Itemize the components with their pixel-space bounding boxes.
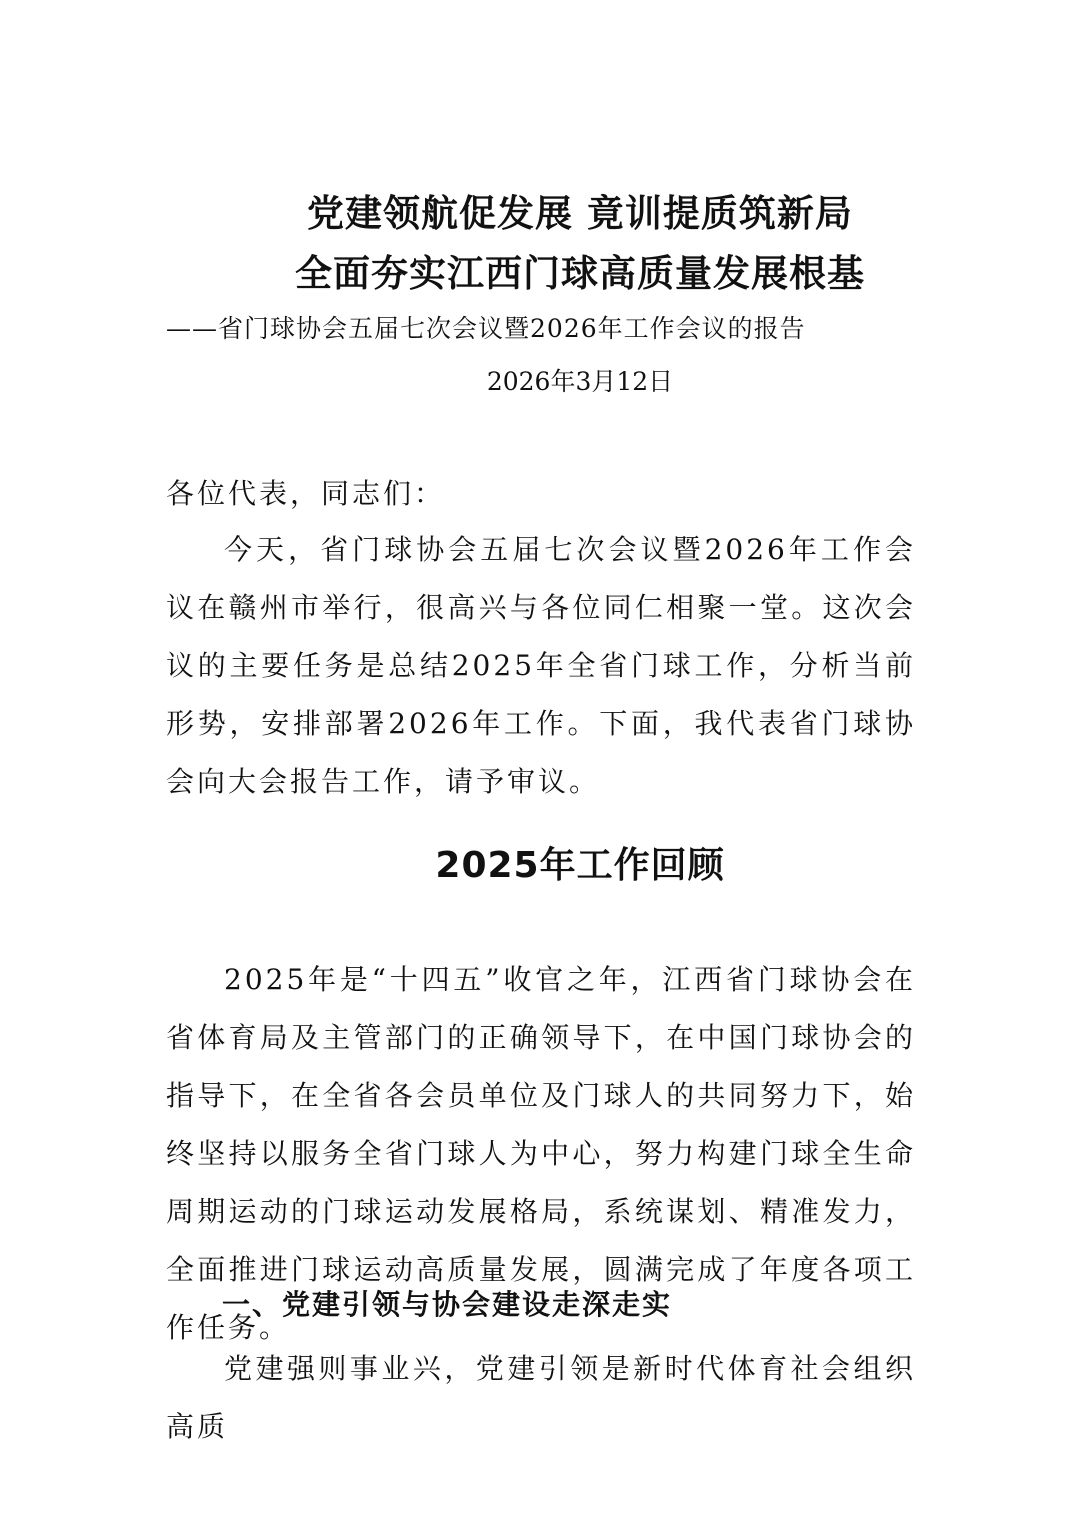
document-date: 2026年3月12日 [486, 367, 674, 396]
document-title-line-1: 党建领航促发展 竟训提质筑新局 [307, 192, 853, 235]
document-title-line-2: 全面夯实江西门球高质量发展根基 [295, 252, 865, 295]
review-paragraph: 2025年是“十四五”收官之年，江西省门球协会在省体育局及主管部门的正确领导下，在中国门球协会的指导下，在全省各会员单位及门球人的共同努力下，始终坚持以服务全省门球人为中心，努力构建门球全生命周期运动的门球运动发展格局，系统谋划、精准发力，全面推进门球运动高质量发展，圆满完成了年度各项工作任务。 [166, 963, 916, 1344]
intro-paragraph: 今天，省门球协会五届七次会议暨2026年工作会议在赣州市举行，很高兴与各位同仁相聚一堂。这次会议的主要任务是总结2025年全省门球工作，分析当前形势，安排部署2026年工作。下面，我代表省门球协会向大会报告工作，请予审议。 [166, 533, 916, 798]
subheading-party-building: 一、党建引领与协会建设走深走实 [222, 1288, 673, 1321]
salutation: 各位代表，同志们： [166, 477, 446, 510]
document-subtitle: ——省门球协会五届七次会议暨2026年工作会议的报告 [166, 314, 806, 343]
section-heading: 2025年工作回顾 [435, 845, 725, 886]
party-building-paragraph: 党建强则事业兴，党建引领是新时代体育社会组织高质 [166, 1352, 916, 1443]
